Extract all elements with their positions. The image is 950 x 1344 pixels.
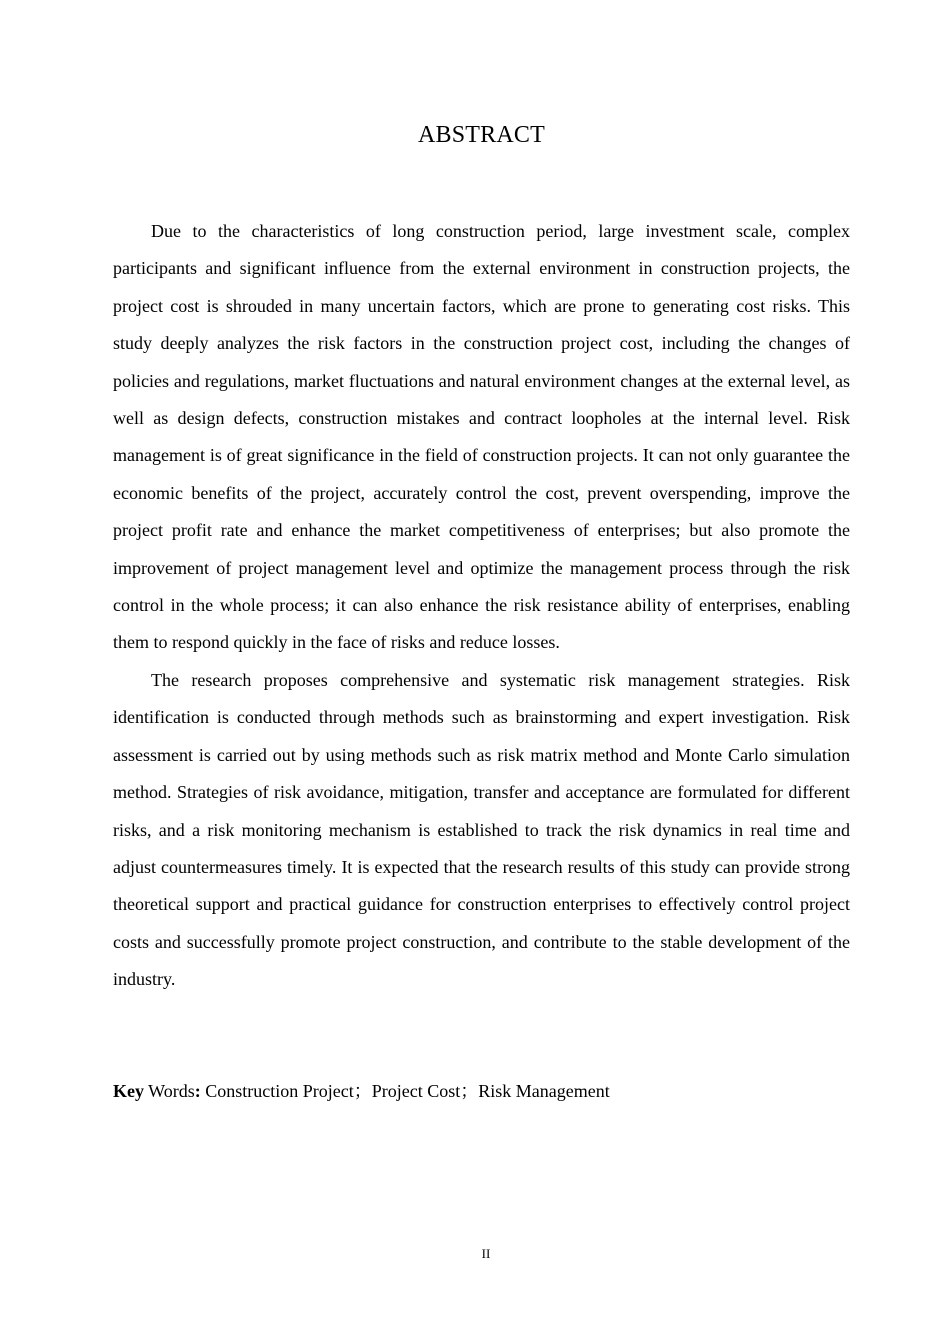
abstract-paragraph-2: The research proposes comprehensive and systematic risk management strategies. Risk identification is conducted through methods such as brainstorming and expert investigation. Risk assessment is carried out by using methods such as risk matrix method and Monte Carlo simulation method. Strategies of risk avoidance, mitigation, transfer and acceptance are formulated for different risks, and a risk monitoring mechanism is established to track the risk dynamics in real time and adjust countermeasures timely. It is expected that the research results of this study can provide strong theoretical support and practical guidance for construction enterprises to effectively control project costs and successfully promote project construction, and contribute to the stable development of the industry. [113,669,850,990]
keywords-label-bold: Key [113,1081,144,1101]
abstract-paragraph-1: Due to the characteristics of long construction period, large investment scale, complex participants and significant influence from the external environment in construction projects, the project cost is shrouded in many uncertain factors, which are prone to generating cost risks. This study deeply analyzes the risk factors in the construction project cost, including the changes of policies and regulations, market fluctuations and natural environment changes at the external level, as well as design defects, construction mistakes and contract loopholes at the internal level. Risk management is of great significance in the field of construction projects. It can not only guarantee the economic benefits of the project, accurately control the cost, prevent overspending, improve the project profit rate and enhance the market competitiveness of enterprises; but also promote the improvement of project management level and optimize the management process through the risk control in the whole process; it can also enhance the risk resistance ability of enterprises, enabling them to respond quickly in the face of risks and reduce losses. [113,221,850,653]
page-number: II [481,1246,491,1261]
keywords-values: Construction Project；Project Cost；Risk Management [200,1081,610,1101]
keywords-label: Words [144,1081,195,1101]
page-title: ABSTRACT [418,122,545,148]
abstract-body [113,213,850,999]
keywords-line [113,1073,850,1110]
keywords-colon: : [194,1081,201,1101]
